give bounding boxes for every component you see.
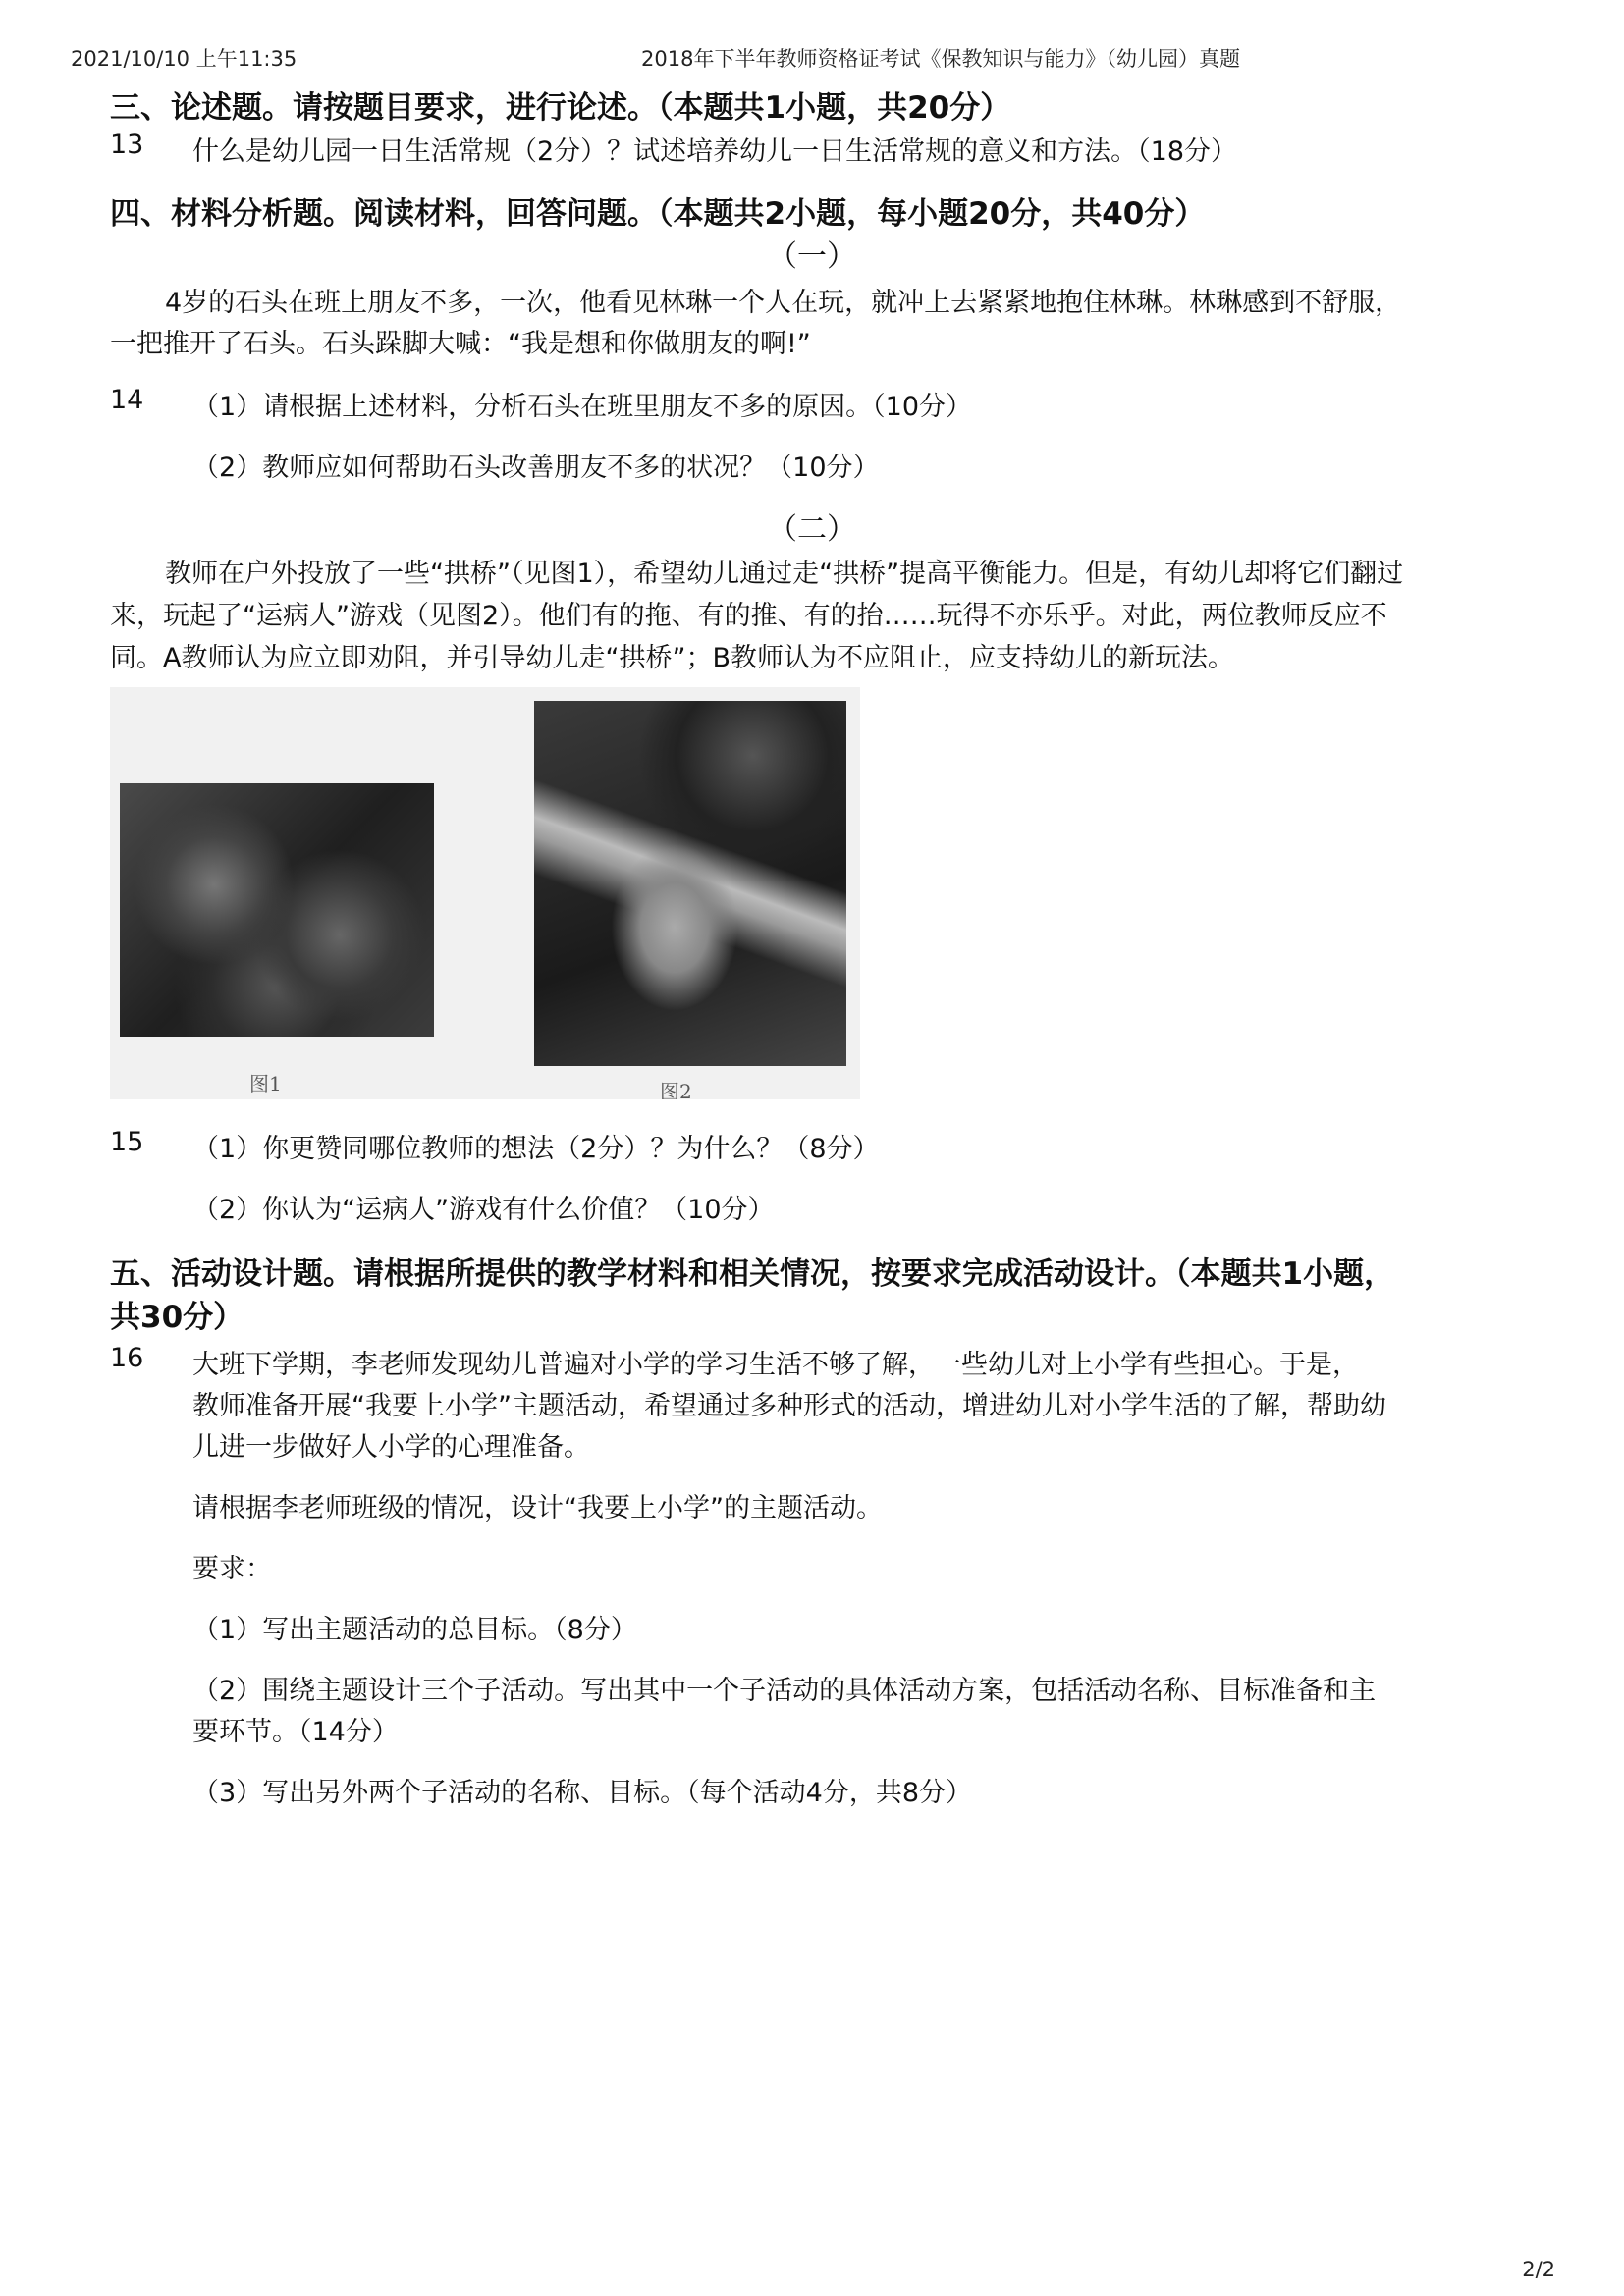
figure-2-caption: 图2 — [660, 1080, 692, 1099]
material-2-line-1: 教师在户外投放了一些“拱桥”（见图1），希望幼儿通过走“拱桥”提高平衡能力。但是，有幼儿却将它们翻过 — [165, 559, 1404, 589]
figure-strip — [110, 687, 860, 1099]
question-15-part-1: （1）你更赞同哪位教师的想法（2分）？为什么？（8分） — [192, 1134, 880, 1164]
material-1-line-1: 4岁的石头在班上朋友不多，一次，他看见林琳一个人在玩，就冲上去紧紧地抱住林琳。林琳感到不舒服， — [165, 288, 1402, 318]
question-14-part-2: （2）教师应如何帮助石头改善朋友不多的状况？（10分） — [192, 453, 880, 483]
requirement-3: （3）写出另外两个子活动的名称、目标。（每个活动4分，共8分） — [192, 1778, 973, 1808]
requirement-2-line-1: （2）围绕主题设计三个子活动。写出其中一个子活动的具体活动方案，包括活动名称、目标准备和主 — [192, 1676, 1377, 1706]
section-4-heading: 四、材料分析题。阅读材料，回答问题。（本题共2小题，每小题20分，共40分） — [110, 196, 1206, 232]
question-16-number: 16 — [110, 1343, 144, 1373]
material-1-line-2: 一把推开了石头。石头跺脚大喊：“我是想和你做朋友的啊!” — [110, 329, 811, 359]
question-15-number: 15 — [110, 1127, 144, 1157]
question-14-number: 14 — [110, 385, 144, 415]
requirement-1: （1）写出主题活动的总目标。（8分） — [192, 1615, 637, 1645]
section-5-heading-line-2: 共30分） — [110, 1300, 244, 1335]
question-16-line-1: 大班下学期，李老师发现幼儿普遍对小学的学习生活不够了解，一些幼儿对上小学有些担心。于是， — [192, 1350, 1359, 1380]
question-14-part-1: （1）请根据上述材料，分析石头在班里朋友不多的原因。（10分） — [192, 392, 973, 422]
section-5-heading-line-1: 五、活动设计题。请根据所提供的教学材料和相关情况，按要求完成活动设计。（本题共1小题， — [110, 1256, 1395, 1292]
question-15-part-2: （2）你认为“运病人”游戏有什么价值？（10分） — [192, 1195, 775, 1225]
page-number: 2/2 — [1522, 2258, 1555, 2281]
document-title: 2018年下半年教师资格证考试《保教知识与能力》（幼儿园）真题 — [641, 47, 1240, 71]
figure-1-caption: 图1 — [249, 1072, 282, 1095]
requirements-label: 要求： — [192, 1554, 272, 1584]
material-1-label: （一） — [768, 240, 856, 274]
material-2-line-3: 同。A教师认为应立即劝阻，并引导幼儿走“拱桥”；B教师认为不应阻止，应支持幼儿的新玩法。 — [110, 643, 1234, 673]
question-16-task: 请根据李老师班级的情况，设计“我要上小学”的主题活动。 — [192, 1493, 883, 1523]
question-13-text: 什么是幼儿园一日生活常规（2分）？试述培养幼儿一日生活常规的意义和方法。（18分） — [192, 136, 1238, 167]
question-16-line-2: 教师准备开展“我要上小学”主题活动，希望通过多种形式的活动，增进幼儿对小学生活的了解，帮助幼 — [192, 1391, 1386, 1421]
requirement-2-line-2: 要环节。（14分） — [192, 1717, 399, 1747]
figure-2-photo — [534, 701, 846, 1066]
print-datetime: 2021/10/10 上午11:35 — [71, 47, 298, 71]
material-2-line-2: 来，玩起了“运病人”游戏（见图2）。他们有的拖、有的推、有的抬……玩得不亦乐乎。对此，两位教师反应不 — [110, 601, 1387, 631]
section-3-heading: 三、论述题。请按题目要求，进行论述。（本题共1小题，共20分） — [110, 90, 1011, 126]
figure-1-photo — [120, 783, 434, 1037]
material-2-label: （二） — [768, 512, 856, 547]
question-13-number: 13 — [110, 130, 144, 160]
question-16-line-3: 儿进一步做好人小学的心理准备。 — [192, 1432, 590, 1463]
